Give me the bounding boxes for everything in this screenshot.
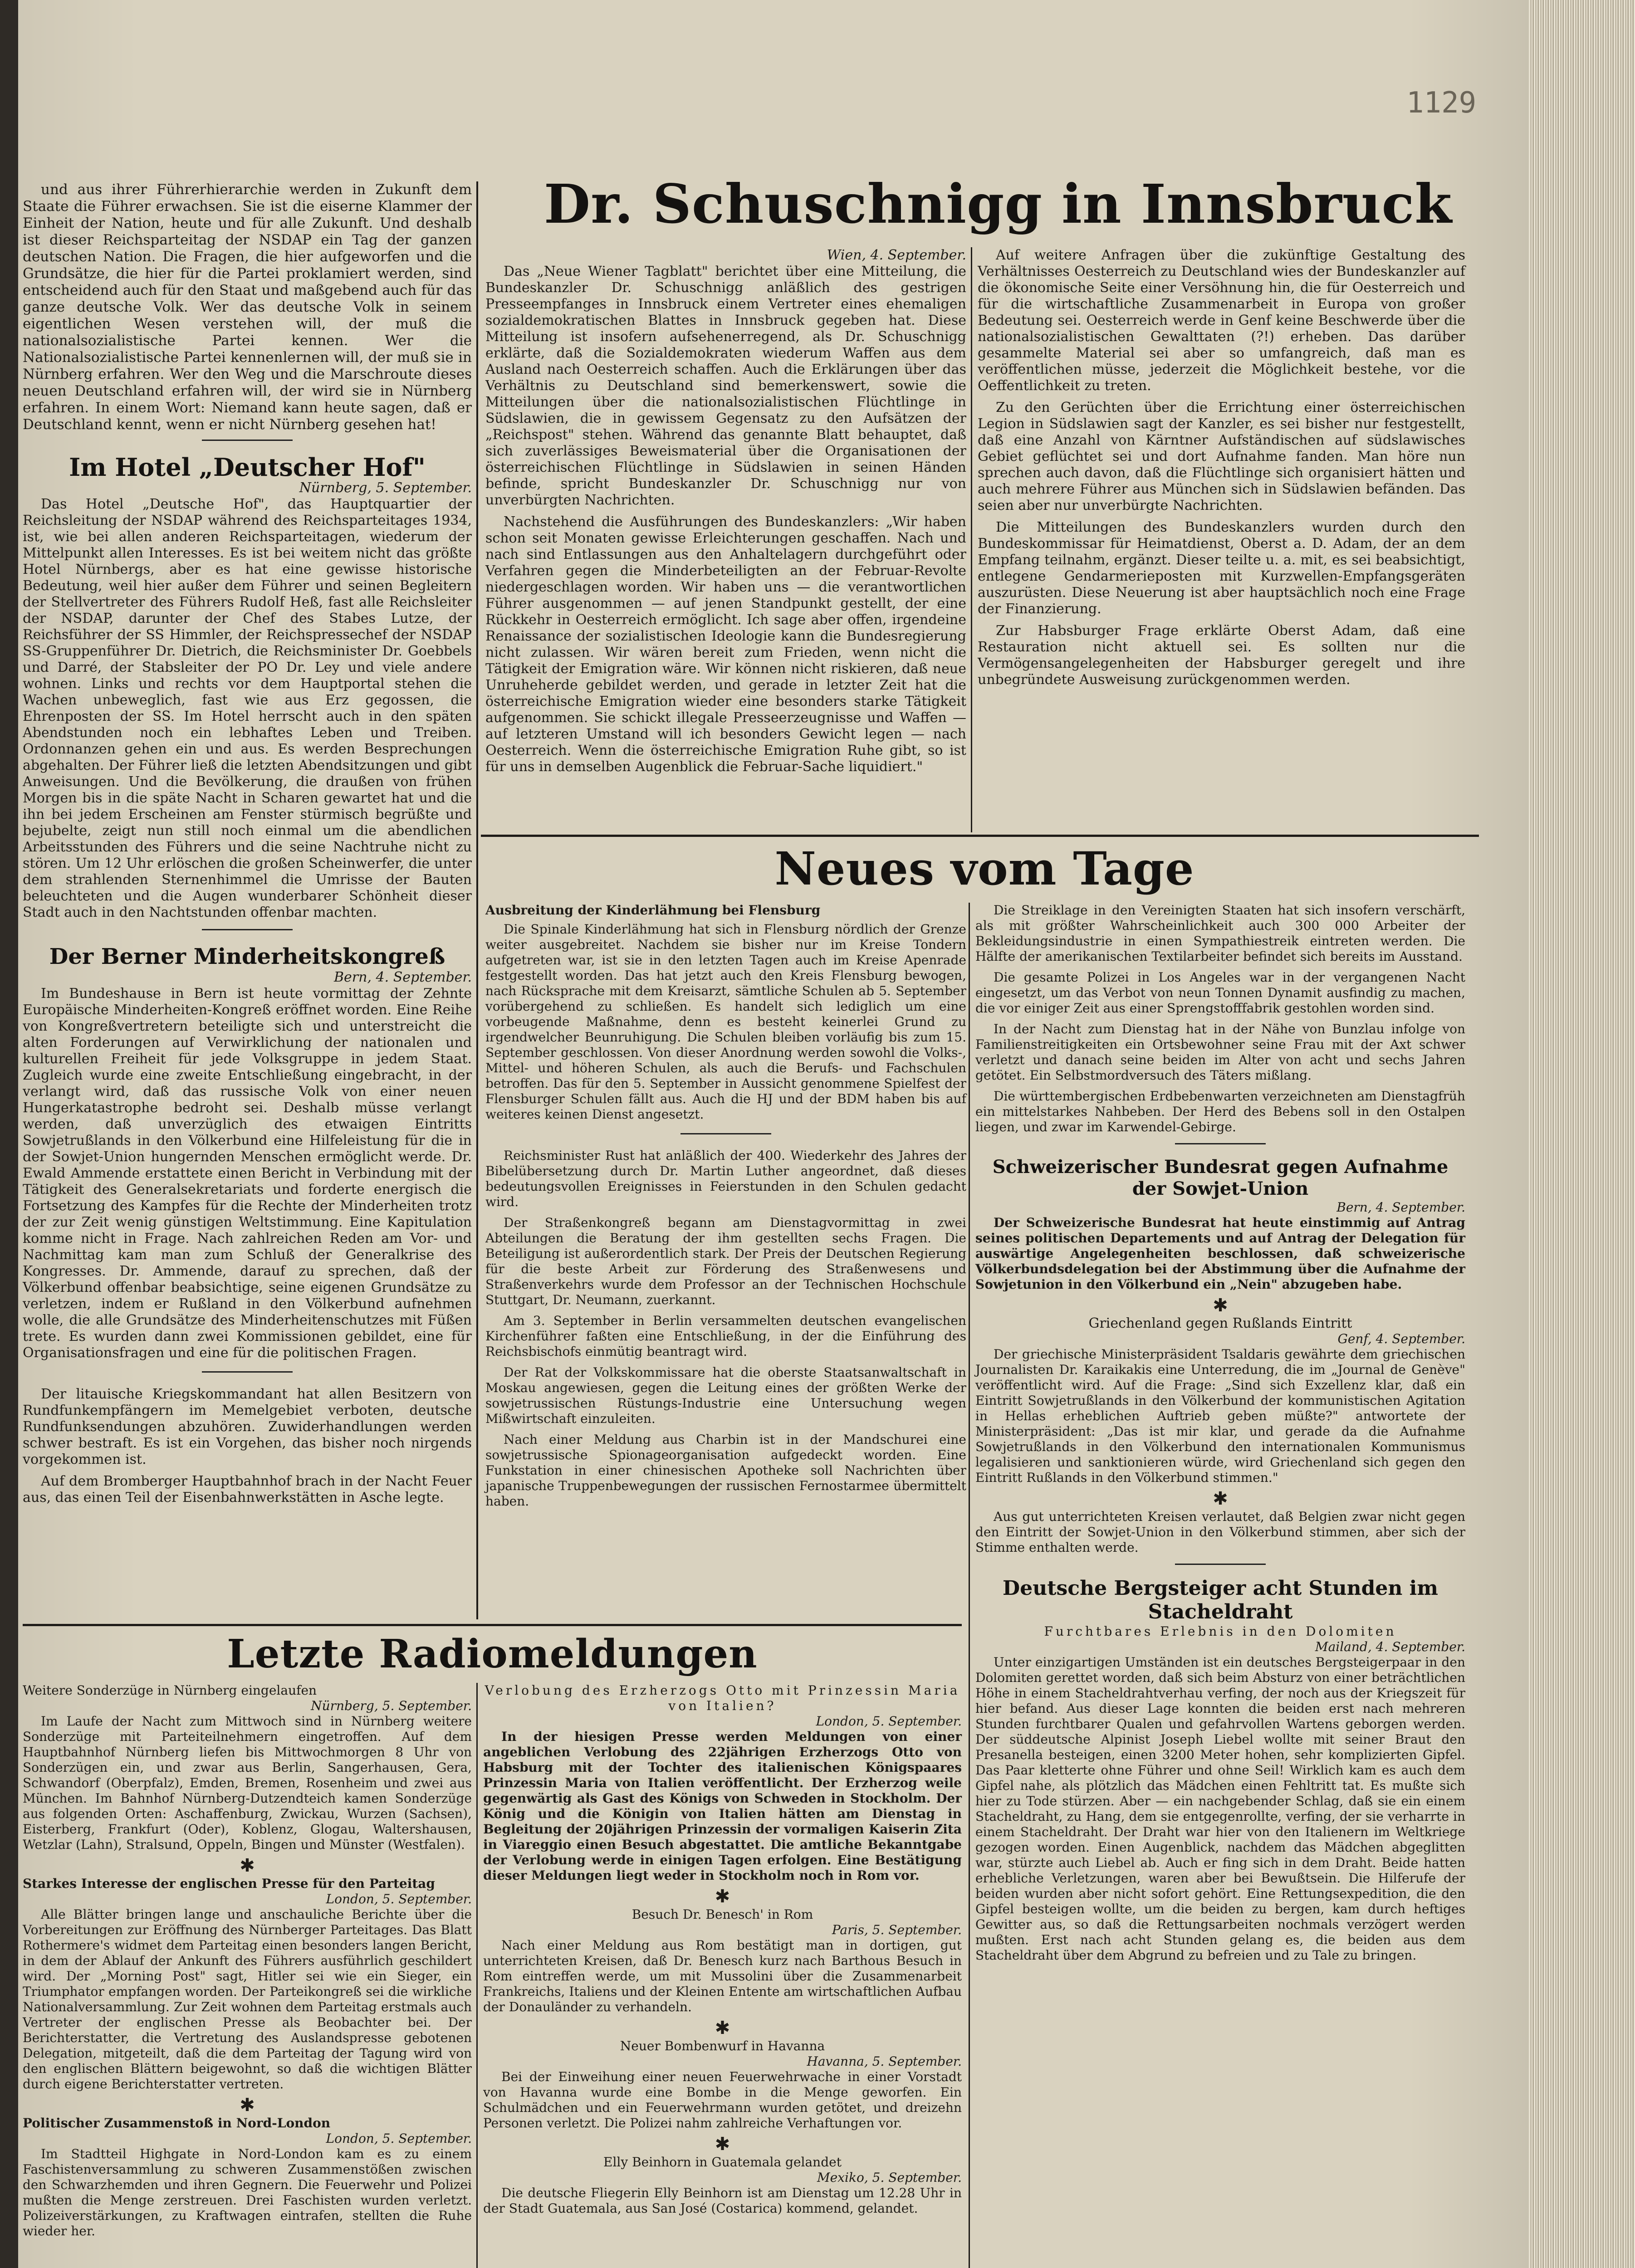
strassen-notice: Der Straßenkongreß begann am Dienstagvormittag in zwei Abteilungen die Beratung der ihm gestellten sechs Fragen. Die Beteiligung ist außerordentlich stark. Der Preis der Deutschen Regierung für die beste Arbeit zur Förderung des Straßenwesens und Straßenverkehrs wurde dem Professor an der Technischen Hochschule Stuttgart, Dr. Neumann, zuerkannt. bbox=[485, 1215, 966, 1307]
benesch-dateline: Paris, 5. September. bbox=[832, 1922, 962, 1937]
innsbruck-col-2 bbox=[978, 247, 1465, 694]
column-rule-left bbox=[476, 181, 478, 1619]
beinhorn-title: Elly Beinhorn in Guatemala gelandet bbox=[603, 2155, 842, 2170]
hotel-body: Das Hotel „Deutsche Hof", das Hauptquartier der Reichsleitung der NSDAP während des Reichsparteitages 1934, ist, wie bei allen anderen Reichsparteitagen, wiederum der Mittelpunkt allen Interesses. Es ist bei weitem nicht das größte Hotel Nürnbergs, aber es hat eine gewisse historische Bedeutung, weil hier außer dem Führer und seinen Begleitern der Stellvertreter des Führers Rudolf Heß, fast alle Reichsleiter der NSDAP, darunter der Chef des Stabes Lutze, der Reichsführer der SS Himmler, der Reichspressechef der NSDAP SS-Gruppenführer Dr. Dietrich, die Reichsminister Dr. Goebbels und Darré, der Stabsleiter der PO Dr. Ley und viele andere wohnen. Links und rechts vor dem Hauptportal stehen die Wachen unbeweglich, fast wie aus Erz gegossen, die Ehrenposten der SS. Im Hotel herrscht auch in den späten Abendstunden noch ein lebhaftes Leben und Treiben. Ordonnanzen gehen ein und aus. Es werden Besprechungen abgehalten. Der Führer ließ die letzten Abendsitzungen und gibt Anweisungen. Und die Bevölkerung, die draußen von frühen Morgen bis in die späte Nacht in Scharen gewartet hat und die ihn bei jedem Erscheinen am Fenster stürmisch begrüßte und bejubelte, zeigt nun still noch einmal um die abendlichen Arbeitsstunden des Führers und die seine Nachtruhe nicht zu stören. Um 12 Uhr erlöschen die großen Scheinwerfer, die unter dem strahlenden Sternenhimmel die Umrisse der Bauten beleuchteten und die Augen wunderbarer Schönheit dieser Stadt auch in den Nachtstunden offenbar machten. bbox=[23, 496, 472, 920]
neues-header bbox=[485, 841, 1483, 896]
volkskommissare-notice: Der Rat der Volkskommissare hat die oberste Staatsanwaltschaft in Moskau angewiesen, gegen die Leitung eines der größten Werke der sowjetrussischen Rüstungs-Industrie eine Untersuchung wegen Mißwirtschaft einzuleiten. bbox=[485, 1365, 966, 1426]
presse-body: Alle Blätter bringen lange und anschauliche Berichte über die Vorbereitungen zur Eröffnung des Nürnberger Parteitages. Das Blatt Rothermere's widmet dem Parteitag einen besonders langen Bericht, in dem der Ablauf der Ankunft des Führers ausführlich geschildert wird. Der „Morning Post" sagt, Hitler sei wie ein Sieger, ein Triumphator empfangen worden. Der Parteikongreß sei die wirkliche Nationalversammlung. Zur Zeit wohnen dem Parteitag erstmals auch Vertreter der englischen Presse als Beobachter bei. Der Berichterstatter, die Vertretung des Auslandspresse gebotenen Delegation, mitgeteilt, daß die dem Parteitag der Tagung wird von den englischen Blättern beigewohnt, so daß die wichtigen Blätter durch eigene Berichterstatter vertreten. bbox=[23, 1907, 472, 2092]
belgien-notice: Aus gut unterrichteten Kreisen verlautet, daß Belgien zwar nicht gegen den Eintritt der Sowjet-Union in den Völkerbund stimmen, aber sich der Stimme enthalten werde. bbox=[975, 1509, 1465, 1555]
neues-col-1 bbox=[485, 903, 966, 1515]
bergsteiger-headline: Deutsche Bergsteiger acht Stunden im Stacheldraht bbox=[1003, 1577, 1438, 1623]
erdbeben-notice: Die württembergischen Erdbebenwarten verzeichneten am Dienstagfrüh ein mittelstarkes Nahbeben. Der Herd des Bebens soll in den Ostalpen liegen, und zwar im Karwendel-Gebirge. bbox=[975, 1089, 1465, 1134]
bundesrat-headline: Schweizerischer Bundesrat gegen Aufnahme der Sowjet-Union bbox=[992, 1156, 1449, 1199]
radio-col-2 bbox=[483, 1683, 962, 2222]
griechenland-title: Griechenland gegen Rußlands Eintritt bbox=[1088, 1315, 1352, 1331]
radio-col-1 bbox=[23, 1683, 472, 2244]
london-dateline: London, 5. September. bbox=[326, 2131, 472, 2146]
radio-header bbox=[23, 1631, 962, 1678]
intro-paragraph: und aus ihrer Führerhierarchie werden in Zukunft dem Staate die Führer erwachsen. Sie ist die eiserne Klammer der Einheit der Nation, heute und für alle Zukunft. Und deshalb ist dieser Reichsparteitag der NSDAP ein Tag der ganzen deutschen Nation. Die Fragen, die hier aufgeworfen und die Grundsätze, die hier für die Partei proklamiert werden, sind entscheidend auch für den Staat und maßgebend auch für das ganze deutsche Volk. Wer das deutsche Volk in seinem eigentlichen Wesen verstehen will, der muß die nationalsozialistische Partei kennen. Wer die Nationalsozialistische Partei kennenlernen will, der muß sie in Nürnberg erfahren. Wer den Weg und die Marschroute dieses neuen Deutschland erfahren will, der wird sie in Nürnberg erfahren. In einem Wort: Niemand kann heute sagen, daß er Deutschland kennt, wenn er nicht Nürnberg gesehen hat! bbox=[23, 181, 472, 433]
otto-title: Verlobung des Erzherzogs Otto mit Prinzessin Maria von Italien? bbox=[485, 1683, 960, 1713]
griechenland-dateline: Genf, 4. September. bbox=[1337, 1331, 1465, 1346]
griechenland-body: Der griechische Ministerpräsident Tsaldaris gewährte dem griechischen Journalisten Dr. Karaikakis eine Unterredung, die im „Journal de Genève" veröffentlicht wird. Auf die Frage: „Sind sich Exzellenz klar, daß ein Eintritt Sowjetrußlands in den Völkerbund der kommunistischen Agitation in Hellas erheblichen Auftrieb geben müßte?" antwortete der Ministerpräsident: „Das ist mir klar, und gerade da die Aufnahme Sowjetrußlands in den Völkerbund den internationalen Kommunismus legalisieren und sanktionieren würde, wird Griechenland sich gegen den Eintritt Rußlands in den Völkerbund stimmen." bbox=[975, 1347, 1465, 1485]
berner-dateline: Bern, 4. September. bbox=[334, 969, 472, 985]
litauen-notice: Der litauische Kriegskommandant hat allen Besitzern von Rundfunkempfängern im Memelgebiet verboten, deutsche Rundfunksendungen abzuhören. Zuwiderhandlungen werden schwer bestraft. Es ist ein Vorgehen, das bisher noch nirgends vorgekommen ist. bbox=[23, 1386, 472, 1467]
bunzlau-notice: In der Nacht zum Dienstag hat in der Nähe von Bunzlau infolge von Familienstreitigkeiten ein Ortsbewohner seine Frau mit der Axt schwer verletzt und danach seine beiden im Alter von acht und sechs Jahren getötet. Ein Selbstmordversuch des Täters mißlang. bbox=[975, 1022, 1465, 1083]
innsbruck-col-1 bbox=[485, 247, 966, 781]
havanna-dateline: Havanna, 5. September. bbox=[807, 2054, 962, 2069]
sonderzuege-title: Weitere Sonderzüge in Nürnberg eingelaufen bbox=[23, 1683, 317, 1698]
innsbruck-article bbox=[485, 172, 1511, 236]
newspaper-page bbox=[18, 0, 1529, 2268]
bundesrat-dateline: Bern, 4. September. bbox=[1336, 1200, 1465, 1215]
radio-headline: Letzte Radiomeldungen bbox=[227, 1631, 758, 1677]
presse-dateline: London, 5. September. bbox=[326, 1892, 472, 1906]
neues-col-2 bbox=[975, 903, 1465, 1969]
kinder-body: Die Spinale Kinderlähmung hat sich in Flensburg nördlich der Grenze weiter ausgebreitet. Nachdem sie bisher nur im Kreise Tondern aufgetreten war, ist sie in den letzten Tagen auch im Kreise Apenrade festgestellt worden. Das hat jetzt auch den Kreis Flensburg bewogen, nach Rücksprache mit dem Kreisarzt, sämtliche Schulen ab 5. September vorübergehend zu schließen. Es handelt sich lediglich um eine vorbeugende Maßnahme, denn es besteht keinerlei Grund zu irgendwelcher Beunruhigung. Die Schulen bleiben vorläufig bis zum 15. September geschlossen. Von dieser Anordnung werden sowohl die Volks-, Mittel- und höheren Schulen, als auch die Berufs- und Fachschulen betroffen. Das für den 5. September in Aussicht genommene Spielfest der Flensburger Schulen fällt aus. Auch die HJ und der BDM haben bis auf weiteres keinen Dienst angesetzt. bbox=[485, 922, 966, 1122]
beinhorn-dateline: Mexiko, 5. September. bbox=[817, 2170, 962, 2185]
havanna-title: Neuer Bombenwurf in Havanna bbox=[620, 2038, 825, 2053]
polizei-notice: Die gesamte Polizei in Los Angeles war in der vergangenen Nacht eingesetzt, um das Verbot von neun Tonnen Dynamit ausfindig zu machen, die vor einiger Zeit aus einer Sprengstofffabrik gestohlen worden sind. bbox=[975, 970, 1465, 1016]
berner-body: Im Bundeshause in Bern ist heute vormittag der Zehnte Europäische Minderheiten-Kongreß eröffnet worden. Eine Reihe von Kongreßvertretern beteiligte sich und unterstreicht die alten Forderungen auf Verwirklichung der nationalen und kulturellen Freiheit für jede Volksgruppe in jedem Staat. Zugleich wurde eine zweite Entschließung eingebracht, in der verlangt wird, daß das russische Volk von einer neuen Hungerkatastrophe bedroht sei. Deshalb müsse verlangt werden, daß unverzüglich des etwaigen Eintritts Sowjetrußlands in den Völkerbund eine Hilfeleistung für die in der Sowjet-Union hungernden Menschen ermöglicht werde. Dr. Ewald Ammende erstattete einen Bericht in Verbindung mit der Tätigkeit des Generalsekretariats und forderte energisch die Fortsetzung des Kampfes für die Rechte der Minderheiten trotz der zur Zeit wenig günstigen Weltstimmung. Eine Kapitulation komme nicht in Frage. Nach zahlreichen Reden am Vor- und Nachmittag kam man zum Schluß der Generalkrise des Kongresses. Dr. Ammende, darauf zu sprechen, daß der Völkerbund offenbar beabsichtige, seine eigenen Grundsätze zu verletzen, indem er Rußland in den Völkerbund aufnehmen wolle, die alle Grundsätze des Minderheitenschutzes mit Füßen trete. Es wurden dann zwei Kommissionen gebildet, eine für Organisationsfragen und eine für die politischen Fragen. bbox=[23, 986, 472, 1361]
separator-star-6: ✱ bbox=[715, 2018, 730, 2038]
column-rule-innsbruck bbox=[971, 247, 972, 832]
benesch-title: Besuch Dr. Benesch' in Rom bbox=[631, 1907, 813, 1922]
separator-star-3: ✱ bbox=[240, 1855, 255, 1876]
section-rule-neues bbox=[481, 835, 1479, 837]
separator-star-2: ✱ bbox=[1213, 1488, 1228, 1509]
binding-shadow bbox=[0, 0, 18, 2268]
bergsteiger-subline: Furchtbares Erlebnis in den Dolomiten bbox=[1044, 1624, 1397, 1639]
left-column bbox=[23, 181, 472, 1511]
separator-star-4: ✱ bbox=[240, 2095, 255, 2116]
innsbruck-p3: Auf weitere Anfragen über die zukünftige Gestaltung des Verhältnisses Oesterreich zu Deutschland wies der Bundeskanzler auf die ökonomische Seite einer Versöhnung hin, die für Oesterreich und für die wirtschaftliche Zusammenarbeit in Europa von großer Bedeutung sei. Oesterreich werde in Genf keine Beschwerde über die nationalsozialistischen Gewalttaten (?!) erheben. Das darüber gesammelte Material sei aber so umfangreich, daß man es veröffentlichen müsse, jederzeit die Möglichkeit bestehe, vor die Oeffentlichkeit zu treten. bbox=[978, 247, 1465, 394]
london-title: Politischer Zusammenstoß in Nord-London bbox=[23, 2116, 331, 2131]
otto-body: In der hiesigen Presse werden Meldungen von einer angeblichen Verlobung des 22jährigen Erzherzogs Otto von Habsburg mit der Tochter des italienischen Königspaares Prinzessin Maria von Italien veröffentlicht. Der Erzherzog weile gegenwärtig als Gast des Königs von Schweden in Stockholm. Der König und die Königin von Italien hätten am Dienstag in Begleitung der 20jährigen Prinzessin der vormaligen Kaiserin Zita in Viareggio einen Besuch abgestattet. Die amtliche Bekanntgabe der Verlobung werde in einigen Tagen erfolgen. Eine Bestätigung dieser Meldungen liegt weder in Stockholm noch in Rom vor. bbox=[483, 1729, 962, 1883]
separator-star-1: ✱ bbox=[1213, 1295, 1228, 1316]
charbin-notice: Nach einer Meldung aus Charbin ist in der Mandschurei eine sowjetrussische Spionageorganisation aufgedeckt worden. Eine Funkstation in einer chinesischen Apotheke soll Nachrichten über japanische Truppenbewegungen der russischen Fernostarmee übermittelt haben. bbox=[485, 1432, 966, 1509]
innsbruck-p5: Die Mitteilungen des Bundeskanzlers wurden durch den Bundeskommissar für Heimatdienst, Oberst a. D. Adam, der an dem Empfang teilnahm, ergänzt. Dieser teilte u. a. mit, es sei beabsichtigt, entlegene Gendarmerieposten mit Kurzwellen-Empfangsgeräten auszurüsten. Diese Neuerung ist aber hauptsächlich noch eine Frage der Finanzierung. bbox=[978, 519, 1465, 617]
rust-notice: Reichsminister Rust hat anläßlich der 400. Wiederkehr des Jahres der Bibelübersetzung durch Dr. Martin Luther angeordnet, daß dieses bedeutungsvollen Ereignisses in Feierstunden in den Schulen gedacht wird. bbox=[485, 1148, 966, 1209]
streik-notice: Die Streiklage in den Vereinigten Staaten hat sich insofern verschärft, als mit größter Wahrscheinlichkeit auch 300 000 Arbeiter der Bekleidungsindustrie in einen Sympathiestreik eintreten werden. Die Hälfte der amerikanischen Textilarbeiter befindet sich bereits im Ausstand. bbox=[975, 903, 1465, 964]
innsbruck-p1: Das „Neue Wiener Tagblatt" berichtet über eine Mitteilung, die Bundeskanzler Dr. Schuschnigg anläßlich des gestrigen Presseempfanges in Innsbruck einem Vertreter eines ehemaligen sozialdemokratischen Blattes in Innsbruck gegeben hat. Diese Mitteilung ist insofern aufsehenerregend, als Dr. Schuschnigg erklärte, daß die Sozialdemokraten wiederum Waffen aus dem Ausland nach Oesterreich schaffen. Auch die Erklärungen über das Verhältnis zu Deutschland sind bemerkenswert, sowie die Mitteilungen über die nationalsozialistischen Flüchtlinge in Südslawien, die in gewissem Gegensatz zu den Aufsätzen der „Reichspost" stehen. Während das genannte Blatt behauptet, daß sich zuverlässiges Beweismaterial über die Organisationen der österreichischen Flüchtlinge in Südslawien in seinen Händen befinde, spricht Bundeskanzler Dr. Schuschnigg nur von unverbürgten Nachrichten. bbox=[485, 264, 966, 508]
bromberg-notice: Auf dem Bromberger Hauptbahnhof brach in der Nacht Feuer aus, das einen Teil der Eisenbahnwerkstätten in Asche legte. bbox=[23, 1473, 472, 1505]
neues-headline: Neues vom Tage bbox=[774, 842, 1194, 895]
bergsteiger-body: Unter einzigartigen Umständen ist ein deutsches Bergsteigerpaar in den Dolomiten gerettet worden, daß sich beim Absturz von einer beträchtlichen Höhe in einem Stacheldrahtverhau verfing, der noch aus der Kriegszeit für hier befand. Aus dieser Lage konnten die beiden erst nach mehreren Stunden furchtbarer Qualen und gefahrvollen Wartens geborgen werden. Der süddeutsche Alpinist Joseph Liebel wollte mit seiner Braut den Presanella besteigen, einen 3200 Meter hohen, sehr komplizierten Gipfel. Das Paar kletterte ohne Führer und ohne Seil! Wirklich kam es auch dem Gipfel nahe, als plötzlich das Mädchen einen Fehltritt tat. Es mußte sich hier zu Tode stürzen. Aber — ein nachgebender Schlag, daß sie ein einem Stacheldraht, zu Hang, dem sie entgegenrollte, verfing, der sie verharrte in einem Stacheldraht. Der Draht war hier von den Italienern im Weltkriege gezogen worden. Einen Augenblick, nachdem das Mädchen abgeglitten war, stürzte auch Liebel ab. Auch er fing sich in dem Draht. Beide hatten erhebliche Verletzungen, waren aber bei Bewußtsein. Die Hilferufe der beiden wurden aber nicht sofort gehört. Eine Rettungsexpedition, die den Gipfel besteigen wollte, um die beiden zu bergen, kam durch heftiges Gewitter aus, so daß die Rettungsarbeiten nochmals verzögert werden mußten. Erst nach acht Stunden gelang es, die beiden aus dem Stacheldraht über dem Abgrund zu befreien und zu Tale zu bringen. bbox=[975, 1655, 1465, 1963]
sonderzuege-body: Im Laufe der Nacht zum Mittwoch sind in Nürnberg weitere Sonderzüge mit Parteiteilnehmern eingetroffen. Auf dem Hauptbahnhof Nürnberg liefen bis Mittwochmorgen 8 Uhr von Sonderzügen ein, und zwar aus Berlin, Sangerhausen, Gera, Schwandorf (Oberpfalz), Emden, Bremen, Rosenheim und zwei aus München. Im Bahnhof Nürnberg-Dutzendteich kamen Sonderzüge aus folgenden Orten: Aschaffenburg, Zwickau, Wurzen (Sachsen), Eisterberg, Frankfurt (Oder), Koblenz, Glogau, Waltershausen, Wetzlar (Lahn), Stralsund, Oppeln, Bingen und Münster (Westfalen). bbox=[23, 1714, 472, 1852]
hotel-dateline: Nürnberg, 5. September. bbox=[299, 480, 472, 496]
innsbruck-headline: Dr. Schuschnigg in Innsbruck bbox=[543, 172, 1453, 235]
page-stack-edge bbox=[1529, 0, 1635, 2268]
kirche-notice: Am 3. September in Berlin versammelten deutschen evangelischen Kirchenführer faßten eine Entschließung, in der die Einführung des Reichsbischofs einmütig beantragt wird. bbox=[485, 1313, 966, 1359]
separator-star-5: ✱ bbox=[715, 1886, 730, 1907]
presse-title: Starkes Interesse der englischen Presse für den Parteitag bbox=[23, 1876, 435, 1891]
benesch-body: Nach einer Meldung aus Rom bestätigt man in dortigen, gut unterrichteten Kreisen, daß Dr. Benesch kurz nach Barthous Besuch in Rom eintreffen werde, um mit Mussolini über die Zusammenarbeit Frankreichs, Italiens und der Kleinen Entente am wirtschaftlichen Aufbau der Donauländer zu verhandeln. bbox=[483, 1938, 962, 2014]
column-rule-neues bbox=[969, 903, 970, 2268]
london-body: Im Stadtteil Highgate in Nord-London kam es zu einem Faschistenversammlung zu schweren Zusammenstößen zwischen den Schwarzhemden und ihren Gegnern. Die Feuerwehr und Polizei mußten die Menge zerstreuen. Drei Faschisten wurden verletzt. Polizeiverstärkungen, zu Kraftwagen eintrafen, stellten die Ruhe wieder her. bbox=[23, 2146, 472, 2239]
havanna-body: Bei der Einweihung einer neuen Feuerwehrwache in einer Vorstadt von Havanna wurde eine Bombe in die Menge geworfen. Ein Schulmädchen und ein Feuerwehrmann wurden getötet, und dreizehn Personen verletzt. Die Polizei nahm zahlreiche Verhaftungen vor. bbox=[483, 2069, 962, 2131]
section-rule-radio bbox=[23, 1624, 962, 1626]
innsbruck-p2: Nachstehend die Ausführungen des Bundeskanzlers: „Wir haben schon seit Monaten gewisse Erleichterungen geschaffen. Nach und nach sind Entlassungen aus den Anhaltelagern durchgeführt oder Verfahren gegen die Minderbeteiligten an der Februar-Revolte niedergeschlagen worden. Wir haben uns — die verantwortlichen Führer ausgenommen — auf jenen Standpunkt gestellt, der eine Rückkehr in Oesterreich ermöglicht. Ich sage aber offen, irgendeine Renaissance der sozialistischen Ideologie kann die Bundesregierung nicht zulassen. Wir wären bereit zum Frieden, wenn nicht die Tätigkeit der Emigration wäre. Wir können nicht riskieren, daß neue Unruheherde gebildet werden, und gerade in letzter Zeit hat die österreichische Emigration wieder eine besonders starke Tätigkeit aufgenommen. Sie schickt illegale Presseerzeugnisse und Waffen — auf letzteren Umstand will ich besonders Gewicht legen — nach Oesterreich. Wenn die österreichische Emigration Ruhe gibt, so ist für uns in demselben Augenblick die Februar-Sache liquidiert." bbox=[485, 514, 966, 775]
bergsteiger-dateline: Mailand, 4. September. bbox=[1315, 1639, 1465, 1654]
innsbruck-p6: Zur Habsburger Frage erklärte Oberst Adam, daß eine Restauration nicht aktuell sei. Es sollten nur die Vermögensangelegenheiten der Habsburger geregelt und ihre unbegründete Ausweisung zurückgenommen werden. bbox=[978, 623, 1465, 688]
separator-star-7: ✱ bbox=[715, 2134, 730, 2155]
beinhorn-body: Die deutsche Fliegerin Elly Beinhorn ist am Dienstag um 12.28 Uhr in der Stadt Guatemala, aus San José (Costarica) kommend, gelandet. bbox=[483, 2185, 962, 2216]
page-number: 1129 bbox=[1406, 86, 1477, 120]
sonderzuege-dateline: Nürnberg, 5. September. bbox=[311, 1698, 472, 1713]
bundesrat-body: Der Schweizerische Bundesrat hat heute einstimmig auf Antrag seines politischen Departements und auf Antrag der Delegation für auswärtige Angelegenheiten beschlossen, daß schweizerische Völkerbundsdelegation bei der Abstimmung über die Aufnahme der Sowjetunion in den Völkerbund ein „Nein" abzugeben habe. bbox=[975, 1215, 1465, 1292]
otto-dateline: London, 5. September. bbox=[816, 1714, 962, 1729]
innsbruck-p4: Zu den Gerüchten über die Errichtung einer österreichischen Legion in Südslawien sagt der Kanzler, es sei bisher nur festgestellt, daß eine Anzahl von Kärntner Aufständischen auf südslawisches Gebiet geflüchtet sei und dort Aufnahme fanden. Man höre nun sprechen auch davon, daß die Flüchtlinge sich organisiert hätten und auch mehrere Führer aus München sich in Südslawien befänden. Das seien aber nur unverbürgte Nachrichten. bbox=[978, 400, 1465, 513]
column-rule-radio bbox=[476, 1683, 478, 2268]
berner-headline: Der Berner Minderheitskongreß bbox=[49, 944, 445, 969]
innsbruck-dateline: Wien, 4. September. bbox=[827, 247, 966, 263]
kinder-title: Ausbreitung der Kinderlähmung bei Flensburg bbox=[485, 903, 821, 918]
hotel-headline: Im Hotel „Deutscher Hof" bbox=[69, 453, 426, 482]
